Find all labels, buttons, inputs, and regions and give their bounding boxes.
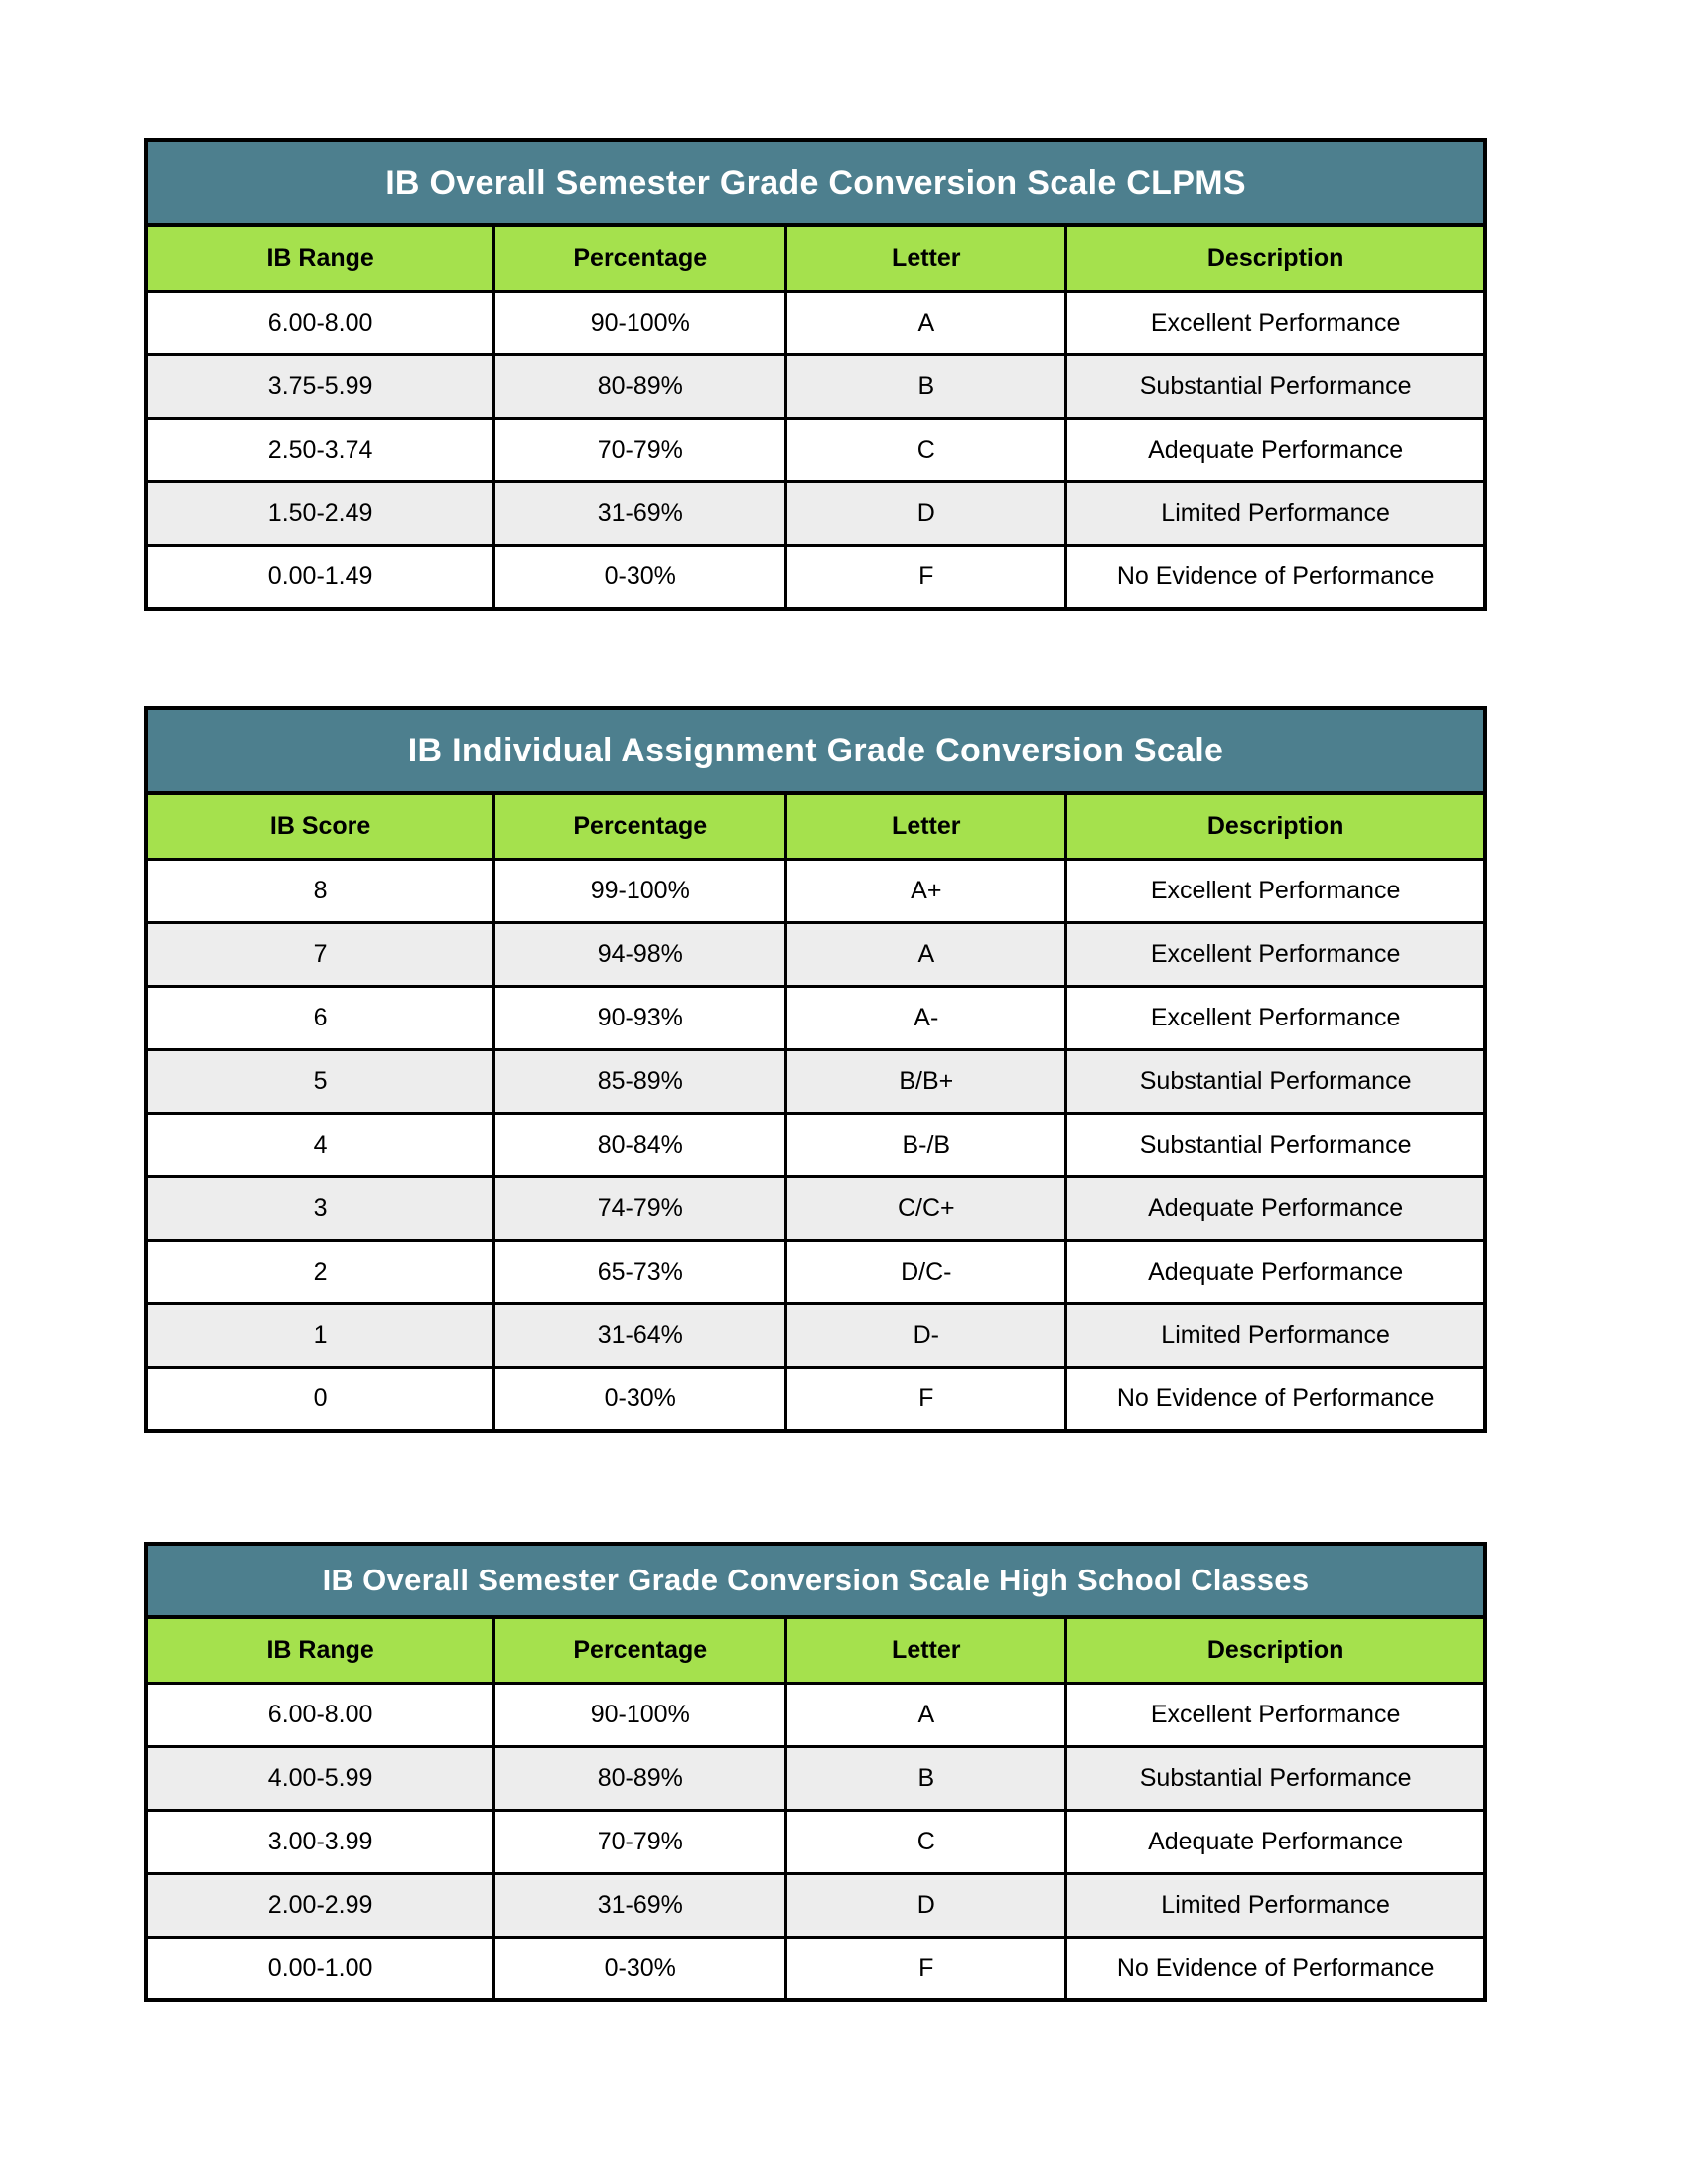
column-header: Letter [786, 225, 1066, 291]
column-header: Percentage [494, 225, 786, 291]
table-row [146, 1937, 1485, 2000]
table-row [146, 986, 1485, 1049]
table-cell: 94-98% [494, 922, 786, 986]
table-section-high-school [144, 1542, 1487, 2002]
table-cell: Limited Performance [1066, 1303, 1485, 1367]
table-cell: 6.00-8.00 [146, 291, 494, 354]
table-row [146, 859, 1485, 922]
table-cell: A [786, 922, 1066, 986]
table-body [146, 1683, 1485, 2000]
table-cell: C [786, 418, 1066, 481]
table-cell: 2.00-2.99 [146, 1873, 494, 1937]
table-row [146, 1303, 1485, 1367]
table-cell: C/C+ [786, 1176, 1066, 1240]
table-cell: Substantial Performance [1066, 1049, 1485, 1113]
column-header: Description [1066, 793, 1485, 859]
table-body [146, 291, 1485, 609]
table-cell: 99-100% [494, 859, 786, 922]
table-title: IB Individual Assignment Grade Conversion Scale [144, 706, 1487, 791]
table-cell: D- [786, 1303, 1066, 1367]
table-cell: 90-100% [494, 1683, 786, 1746]
table-row [146, 1176, 1485, 1240]
table-cell: 4 [146, 1113, 494, 1176]
table-cell: Excellent Performance [1066, 986, 1485, 1049]
table-cell: Limited Performance [1066, 481, 1485, 545]
table-cell: No Evidence of Performance [1066, 1937, 1485, 2000]
table-cell: A- [786, 986, 1066, 1049]
table-cell: Excellent Performance [1066, 291, 1485, 354]
table-cell: No Evidence of Performance [1066, 1367, 1485, 1431]
table-title: IB Overall Semester Grade Conversion Scale High School Classes [144, 1542, 1487, 1615]
column-header: Letter [786, 1617, 1066, 1683]
table-cell: F [786, 545, 1066, 609]
column-header: Description [1066, 1617, 1485, 1683]
column-header: Percentage [494, 1617, 786, 1683]
table-cell: Substantial Performance [1066, 1113, 1485, 1176]
table-header-row [146, 225, 1485, 291]
table-row [146, 354, 1485, 418]
table-cell: 65-73% [494, 1240, 786, 1303]
table-cell: Adequate Performance [1066, 1810, 1485, 1873]
table-cell: 2.50-3.74 [146, 418, 494, 481]
table-cell: No Evidence of Performance [1066, 545, 1485, 609]
column-header: IB Score [146, 793, 494, 859]
table-cell: 31-69% [494, 481, 786, 545]
table-cell: Adequate Performance [1066, 1176, 1485, 1240]
table-header-row [146, 1617, 1485, 1683]
column-header: Letter [786, 793, 1066, 859]
table-title: IB Overall Semester Grade Conversion Scale CLPMS [144, 138, 1487, 223]
grade-conversion-table [144, 1615, 1487, 2002]
table-row [146, 1810, 1485, 1873]
table-cell: 90-100% [494, 291, 786, 354]
table-cell: A [786, 1683, 1066, 1746]
table-row [146, 418, 1485, 481]
table-row [146, 291, 1485, 354]
table-cell: 90-93% [494, 986, 786, 1049]
table-row [146, 1367, 1485, 1431]
table-cell: D [786, 1873, 1066, 1937]
table-header-row [146, 793, 1485, 859]
column-header: IB Range [146, 1617, 494, 1683]
table-row [146, 1049, 1485, 1113]
table-row [146, 545, 1485, 609]
table-cell: 6 [146, 986, 494, 1049]
table-cell: F [786, 1937, 1066, 2000]
table-row [146, 1873, 1485, 1937]
table-cell: 0 [146, 1367, 494, 1431]
table-cell: 0-30% [494, 1937, 786, 2000]
table-cell: 70-79% [494, 1810, 786, 1873]
table-cell: 70-79% [494, 418, 786, 481]
table-cell: 8 [146, 859, 494, 922]
table-cell: B/B+ [786, 1049, 1066, 1113]
table-cell: B-/B [786, 1113, 1066, 1176]
table-body [146, 859, 1485, 1431]
grade-conversion-table [144, 791, 1487, 1433]
table-cell: 5 [146, 1049, 494, 1113]
table-cell: A+ [786, 859, 1066, 922]
table-cell: 0.00-1.00 [146, 1937, 494, 2000]
table-row [146, 1113, 1485, 1176]
table-cell: Substantial Performance [1066, 1746, 1485, 1810]
table-cell: 74-79% [494, 1176, 786, 1240]
table-cell: 0.00-1.49 [146, 545, 494, 609]
table-cell: 4.00-5.99 [146, 1746, 494, 1810]
table-cell: 1 [146, 1303, 494, 1367]
table-cell: 31-64% [494, 1303, 786, 1367]
document-content [144, 138, 1487, 2002]
table-cell: 31-69% [494, 1873, 786, 1937]
table-row [146, 481, 1485, 545]
table-section-individual-assignment [144, 706, 1487, 1433]
table-row [146, 922, 1485, 986]
table-cell: Substantial Performance [1066, 354, 1485, 418]
table-cell: Excellent Performance [1066, 859, 1485, 922]
table-cell: Excellent Performance [1066, 1683, 1485, 1746]
table-cell: 1.50-2.49 [146, 481, 494, 545]
table-cell: 80-89% [494, 354, 786, 418]
table-cell: 0-30% [494, 545, 786, 609]
table-cell: B [786, 354, 1066, 418]
table-cell: 3 [146, 1176, 494, 1240]
table-cell: 80-89% [494, 1746, 786, 1810]
table-cell: D/C- [786, 1240, 1066, 1303]
table-row [146, 1746, 1485, 1810]
table-row [146, 1240, 1485, 1303]
table-cell: 6.00-8.00 [146, 1683, 494, 1746]
table-cell: Excellent Performance [1066, 922, 1485, 986]
table-cell: 85-89% [494, 1049, 786, 1113]
table-cell: F [786, 1367, 1066, 1431]
table-cell: 80-84% [494, 1113, 786, 1176]
grade-conversion-table [144, 223, 1487, 611]
table-cell: A [786, 291, 1066, 354]
table-cell: 3.75-5.99 [146, 354, 494, 418]
table-cell: D [786, 481, 1066, 545]
table-row [146, 1683, 1485, 1746]
table-cell: 7 [146, 922, 494, 986]
table-cell: Limited Performance [1066, 1873, 1485, 1937]
table-cell: C [786, 1810, 1066, 1873]
column-header: IB Range [146, 225, 494, 291]
column-header: Description [1066, 225, 1485, 291]
table-section-clpms [144, 138, 1487, 611]
table-cell: 0-30% [494, 1367, 786, 1431]
table-cell: 3.00-3.99 [146, 1810, 494, 1873]
table-cell: 2 [146, 1240, 494, 1303]
column-header: Percentage [494, 793, 786, 859]
table-cell: Adequate Performance [1066, 418, 1485, 481]
table-cell: Adequate Performance [1066, 1240, 1485, 1303]
table-cell: B [786, 1746, 1066, 1810]
